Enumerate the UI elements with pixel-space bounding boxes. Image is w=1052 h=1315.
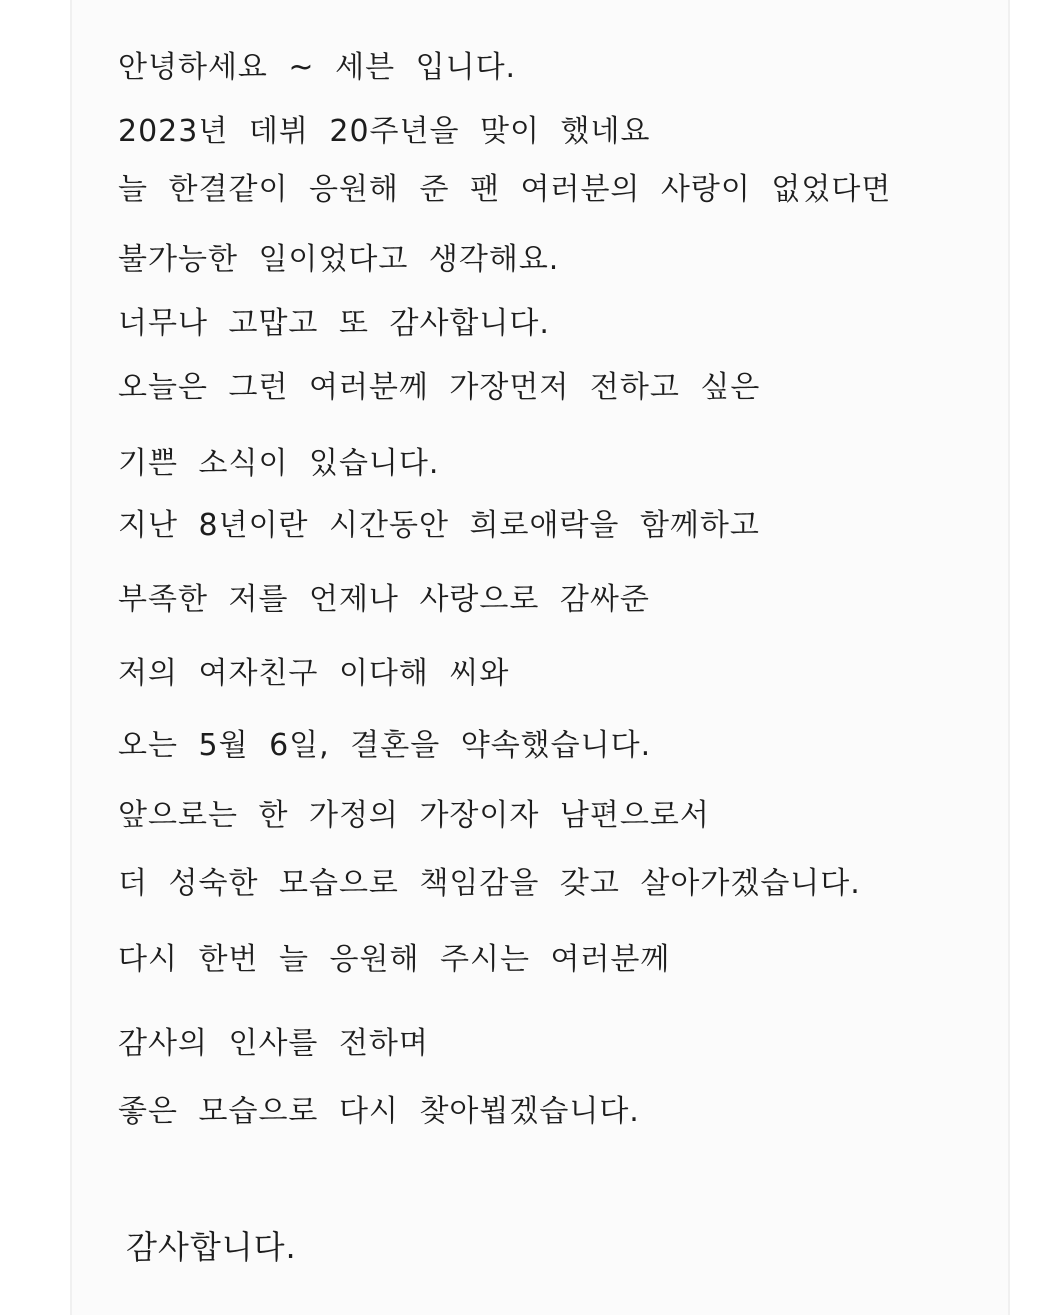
letter-line: 지난 8년이란 시간동안 희로애락을 함께하고 [118,508,760,543]
letter-line: 부족한 저를 언제나 사랑으로 감싸준 [118,582,650,617]
letter-line: 불가능한 일이었다고 생각해요. [118,242,560,277]
letter-line: 오는 5월 6일, 결혼을 약속했습니다. [118,728,652,763]
letter-line-greeting: 안녕하세요 ~ 세븐 입니다. [118,50,517,85]
letter-line: 다시 한번 늘 응원해 주시는 여러분께 [118,942,671,977]
letter-line: 좋은 모습으로 다시 찾아뵙겠습니다. [118,1094,640,1129]
letter-line: 저의 여자친구 이다해 씨와 [118,656,510,691]
letter-line: 오늘은 그런 여러분께 가장먼저 전하고 싶은 [118,370,761,405]
letter-line: 더 성숙한 모습으로 책임감을 갖고 살아가겠습니다. [118,866,861,901]
letter-line: 너무나 고맙고 또 감사합니다. [118,306,550,341]
paper-edge-right [1008,0,1010,1315]
paper-edge-left [70,0,72,1315]
letter-line: 늘 한결같이 응원해 준 팬 여러분의 사랑이 없었다면 [118,172,892,207]
letter-line: 앞으로는 한 가정의 가장이자 남편으로서 [118,798,710,833]
letter-line: 감사의 인사를 전하며 [118,1026,429,1061]
letter-closing: 감사합니다. [126,1228,297,1266]
letter-line: 2023년 데뷔 20주년을 맞이 했네요 [118,114,651,149]
letter-line: 기쁜 소식이 있습니다. [118,446,440,481]
